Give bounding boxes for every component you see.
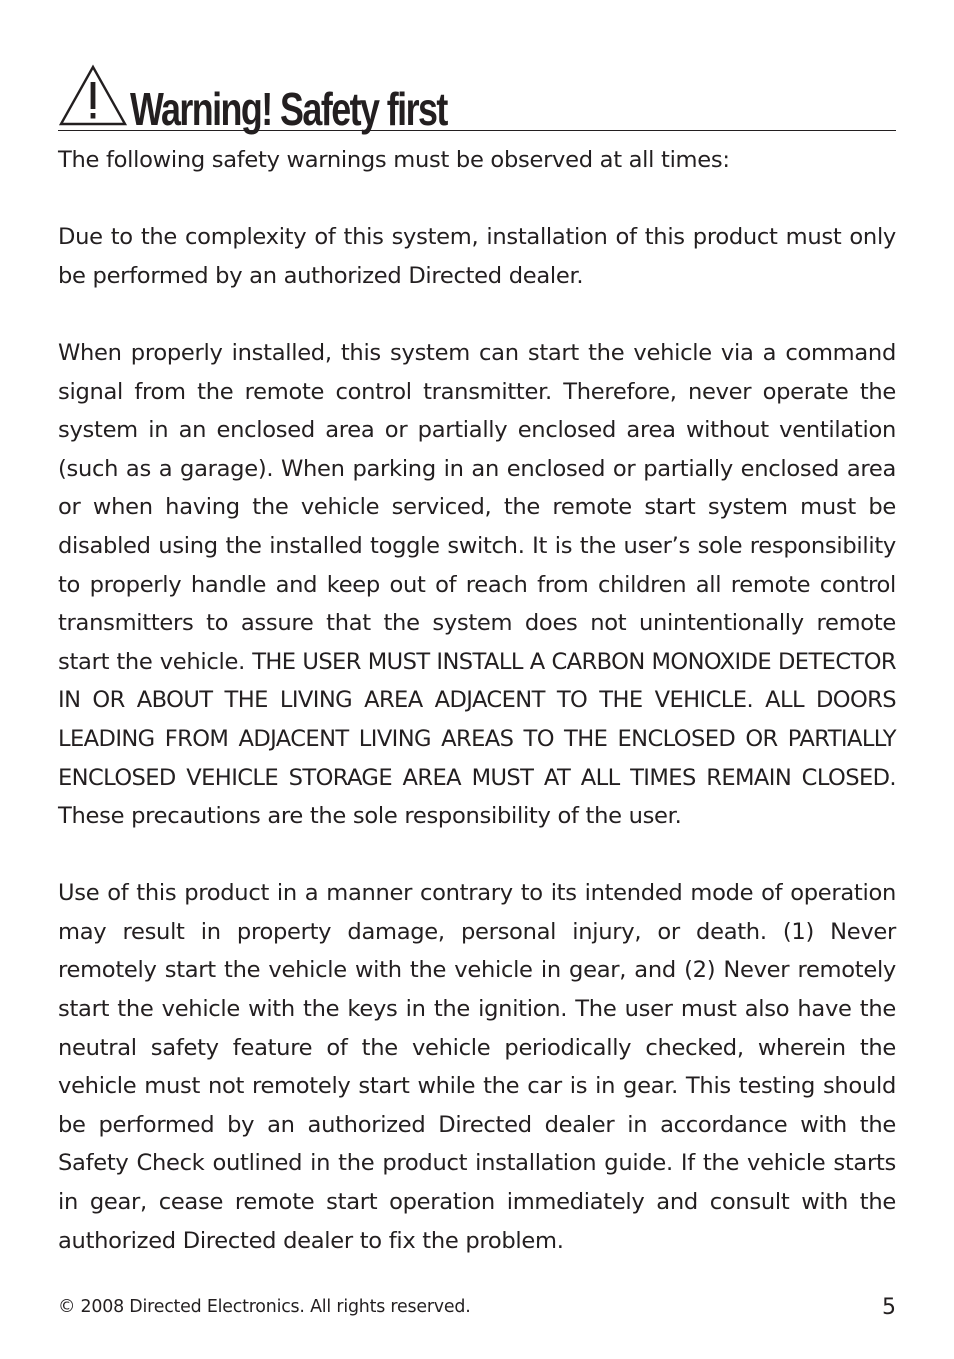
- paragraph-installation: Due to the complexity of this system, installation of this product must only be performed by an authorized Directed dealer.: [58, 224, 896, 289]
- page-title: Warning! Safety first: [130, 83, 447, 135]
- body-text: [58, 141, 896, 1260]
- paragraph-ventilation-text: When properly installed, this system can start the vehicle via a command signal from the remote control transmitter. Therefore, never operate the system in an enclosed area or partially enclosed area without ventilation (such as a garage). When parking in an enclosed or partially enclosed area or when having the vehicle serviced, the remote start system must be disabled using the installed toggle switch. It is the user’s sole responsibility to properly handle and keep out of reach from children all remote control transmitters to assure that the system does not unintentionally remote start the vehicle.: [58, 339, 896, 675]
- page-number: 5: [882, 1295, 896, 1320]
- paragraph-operation-warning: Use of this product in a manner contrary to its intended mode of operation may result in property damage, personal injury, or death. (1) Never remotely start the vehicle with the vehicle in gear, and (2) Never remotely start the vehicle with the keys in the ignition. The user must also have the neutral safety feature of the vehicle periodically checked, wherein the vehicle must not remotely start while the car is in gear. This testing should be performed by an authorized Directed dealer in accordance with the Safety Check outlined in the product installation guide. If the vehicle starts in gear, cease remote start operation immediately and consult with the authorized Directed dealer to fix the problem.: [58, 880, 896, 1254]
- carbon-monoxide-warning: THE USER MUST INSTALL A CARBON MONOXIDE DETECTOR IN OR ABOUT THE LIVING AREA ADJACENT TO THE VEHICLE. ALL DOORS LEADING FROM ADJACENT LIVING AREAS TO THE ENCLOSED OR PARTIALLY ENCLOSED VEHICLE STORAGE AREA MUST AT ALL TIMES REMAIN CLOSED.: [58, 648, 896, 791]
- paragraph-ventilation-warning: [58, 334, 896, 836]
- manual-page: [58, 60, 896, 1260]
- copyright-notice: © 2008 Directed Electronics. All rights reserved.: [58, 1297, 471, 1317]
- page-footer: [58, 1297, 896, 1327]
- intro-text: The following safety warnings must be observed at all times:: [58, 147, 730, 173]
- warning-triangle-icon: [58, 64, 128, 128]
- section-heading: [58, 60, 896, 135]
- precautions-note: These precautions are the sole responsibility of the user.: [58, 803, 682, 830]
